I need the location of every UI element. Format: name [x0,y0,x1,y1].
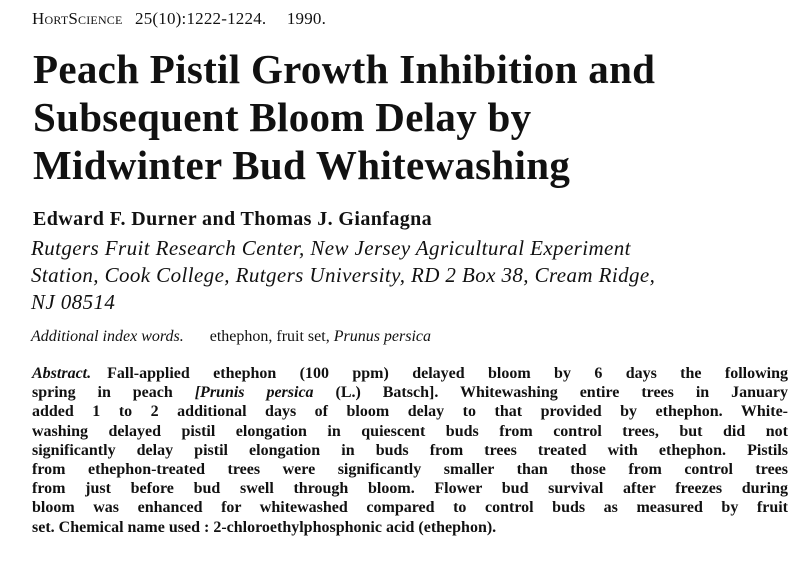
abstract-line: set. Chemical name used : 2-chloroethylphosphonic acid (ethephon). [32,518,497,536]
abstract-line: washing delayed pistil elongation in quiescent buds from control trees, but did not [32,422,788,440]
abstract-line: significantly delay pistil elongation in buds from trees treated with ethephon. Pistils [32,441,788,459]
affiliation-line: Station, Cook College, Rutgers University, RD 2 Box 38, Cream Ridge, [31,263,656,287]
index-words [31,328,431,346]
author-affiliation [31,235,655,316]
volume-pages: 25(10):1222-1224. [135,9,267,28]
affiliation-line: Rutgers Fruit Research Center, New Jersey Agricultural Experiment [31,236,631,260]
affiliation-line: NJ 08514 [31,290,116,314]
abstract-text: spring in peach [32,384,195,402]
abstract-line: from just before bud swell through bloom. Flower bud survival after freezes during [32,480,788,498]
index-words-terms: ethephon, fruit set, [209,328,330,345]
journal-citation [32,9,326,29]
abstract-species: [Prunis persica [194,384,314,402]
abstract-text: Fall-applied ethephon (100 ppm) delayed bloom by 6 days the following [107,365,788,382]
title-line: Subsequent Bloom Delay by [33,94,532,140]
index-words-label: Additional index words. [31,328,184,345]
author-list: Edward F. Durner and Thomas J. Gianfagna [33,208,433,230]
abstract-line [32,364,788,383]
journal-name: HortScience [32,9,123,28]
abstract-line [32,383,788,402]
article-title [33,45,793,189]
title-line: Midwinter Bud Whitewashing [33,142,571,188]
abstract-line: added 1 to 2 additional days of bloom delay to that provided by ethephon. White- [32,403,788,421]
index-words-species: Prunus persica [333,328,432,345]
abstract-line: from ethephon-treated trees were significantly smaller than those from control trees [32,461,788,479]
abstract-line: bloom was enhanced for whitewashed compared to control buds as measured by fruit [32,499,788,517]
publication-year: 1990. [286,9,327,28]
abstract [32,364,788,537]
title-line: Peach Pistil Growth Inhibition and [33,46,656,92]
abstract-text: (L.) Batsch]. Whitewashing entire trees in January [313,384,788,402]
abstract-label: Abstract. [32,365,92,382]
